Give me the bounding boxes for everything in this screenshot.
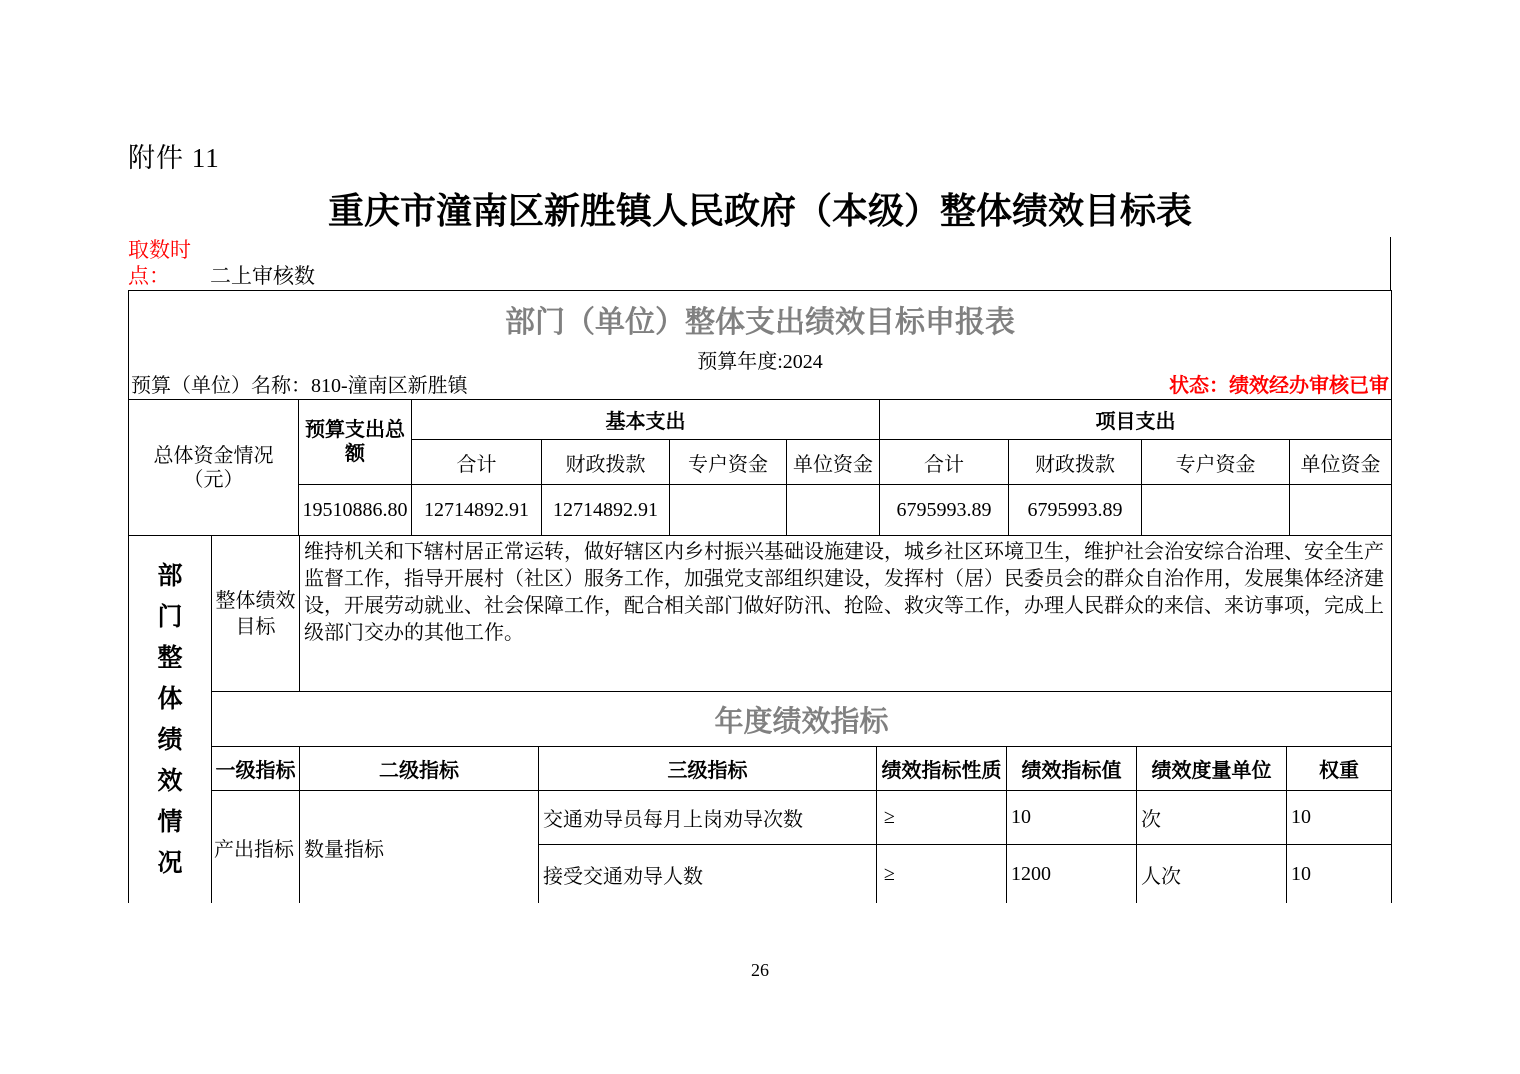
total-budget-value: 19510886.80 xyxy=(298,484,411,535)
annual-indicators-header: 年度绩效指标 xyxy=(211,691,1391,746)
col-header-unit: 绩效度量单位 xyxy=(1136,746,1286,790)
col-header-level1: 一级指标 xyxy=(211,746,299,790)
indicator-row-weight: 10 xyxy=(1286,844,1391,903)
project-fiscal-header: 财政拨款 xyxy=(1008,439,1141,484)
funding-row-label: 总体资金情况（元） xyxy=(129,399,298,535)
project-unit-value xyxy=(1289,484,1391,535)
report-header: 部门（单位）整体支出绩效目标申报表 xyxy=(505,305,1015,339)
indicator-row-nature: ≥ xyxy=(876,790,1006,844)
budget-year: 预算年度:2024 xyxy=(697,351,823,373)
table-right-border-stub xyxy=(1390,237,1391,290)
col-header-value: 绩效指标值 xyxy=(1006,746,1136,790)
document-title: 重庆市潼南区新胜镇人民政府（本级）整体绩效目标表 xyxy=(327,190,1192,231)
col-header-weight: 权重 xyxy=(1286,746,1391,790)
project-total-value: 6795993.89 xyxy=(879,484,1008,535)
basic-special-value xyxy=(669,484,786,535)
indicator-row-unit: 次 xyxy=(1136,790,1286,844)
project-special-header: 专户资金 xyxy=(1141,439,1289,484)
col-header-level2: 二级指标 xyxy=(299,746,538,790)
project-expense-header: 项目支出 xyxy=(879,399,1391,439)
basic-unit-value xyxy=(786,484,879,535)
funding-table xyxy=(129,399,1391,535)
indicator-row-level3: 接受交通劝导人数 xyxy=(538,844,876,903)
project-unit-header: 单位资金 xyxy=(1289,439,1391,484)
indicator-row-level3: 交通劝导员每月上岗劝导次数 xyxy=(538,790,876,844)
unit-name: 预算（单位）名称：810-潼南区新胜镇 xyxy=(131,375,468,397)
basic-fiscal-header: 财政拨款 xyxy=(541,439,669,484)
performance-section-label: 部门整体绩效情况 xyxy=(129,535,211,903)
status-text: 状态：绩效经办审核已审 xyxy=(1169,375,1389,397)
basic-expense-header: 基本支出 xyxy=(411,399,879,439)
funding-total-header: 预算支出总额 xyxy=(298,399,411,484)
indicator-row-value: 10 xyxy=(1006,790,1136,844)
performance-table xyxy=(129,535,1391,903)
indicator-row-nature: ≥ xyxy=(876,844,1006,903)
basic-fiscal-value: 12714892.91 xyxy=(541,484,669,535)
name-status-row xyxy=(129,373,1391,399)
indicator-level2-cell: 数量指标 xyxy=(299,790,538,903)
basic-special-header: 专户资金 xyxy=(669,439,786,484)
overall-goal-label: 整体绩效目标 xyxy=(211,535,299,691)
project-fiscal-value: 6795993.89 xyxy=(1008,484,1141,535)
data-time-value: 二上审核数 xyxy=(210,264,315,288)
overall-goal-text: 维持机关和下辖村居正常运转，做好辖区内乡村振兴基础设施建设，城乡社区环境卫生，维护社会治安综合治理、安全生产监督工作，指导开展村（社区）服务工作，加强党支部组织建设，发挥村（居）民委员会的群众自治作用，发展集体经济建设，开展劳动就业、社会保障工作，配合相关部门做好防汛、抢险、救灾等工作，办理人民群众的来信、来访事项，完成上级部门交办的其他工作。 xyxy=(299,535,1391,691)
project-total-header: 合计 xyxy=(879,439,1008,484)
indicator-row-weight: 10 xyxy=(1286,790,1391,844)
project-special-value xyxy=(1141,484,1289,535)
basic-total-header: 合计 xyxy=(411,439,541,484)
data-time-label: 取数时点： xyxy=(128,238,191,288)
basic-total-value: 12714892.91 xyxy=(411,484,541,535)
indicator-level1-cell: 产出指标 xyxy=(211,790,299,903)
report-table xyxy=(128,290,1392,903)
col-header-nature: 绩效指标性质 xyxy=(876,746,1006,790)
attachment-label: 附件 11 xyxy=(128,143,220,173)
col-header-level3: 三级指标 xyxy=(538,746,876,790)
indicator-row-value: 1200 xyxy=(1006,844,1136,903)
basic-unit-header: 单位资金 xyxy=(786,439,879,484)
indicator-row-unit: 人次 xyxy=(1136,844,1286,903)
page-number: 26 xyxy=(751,960,769,980)
